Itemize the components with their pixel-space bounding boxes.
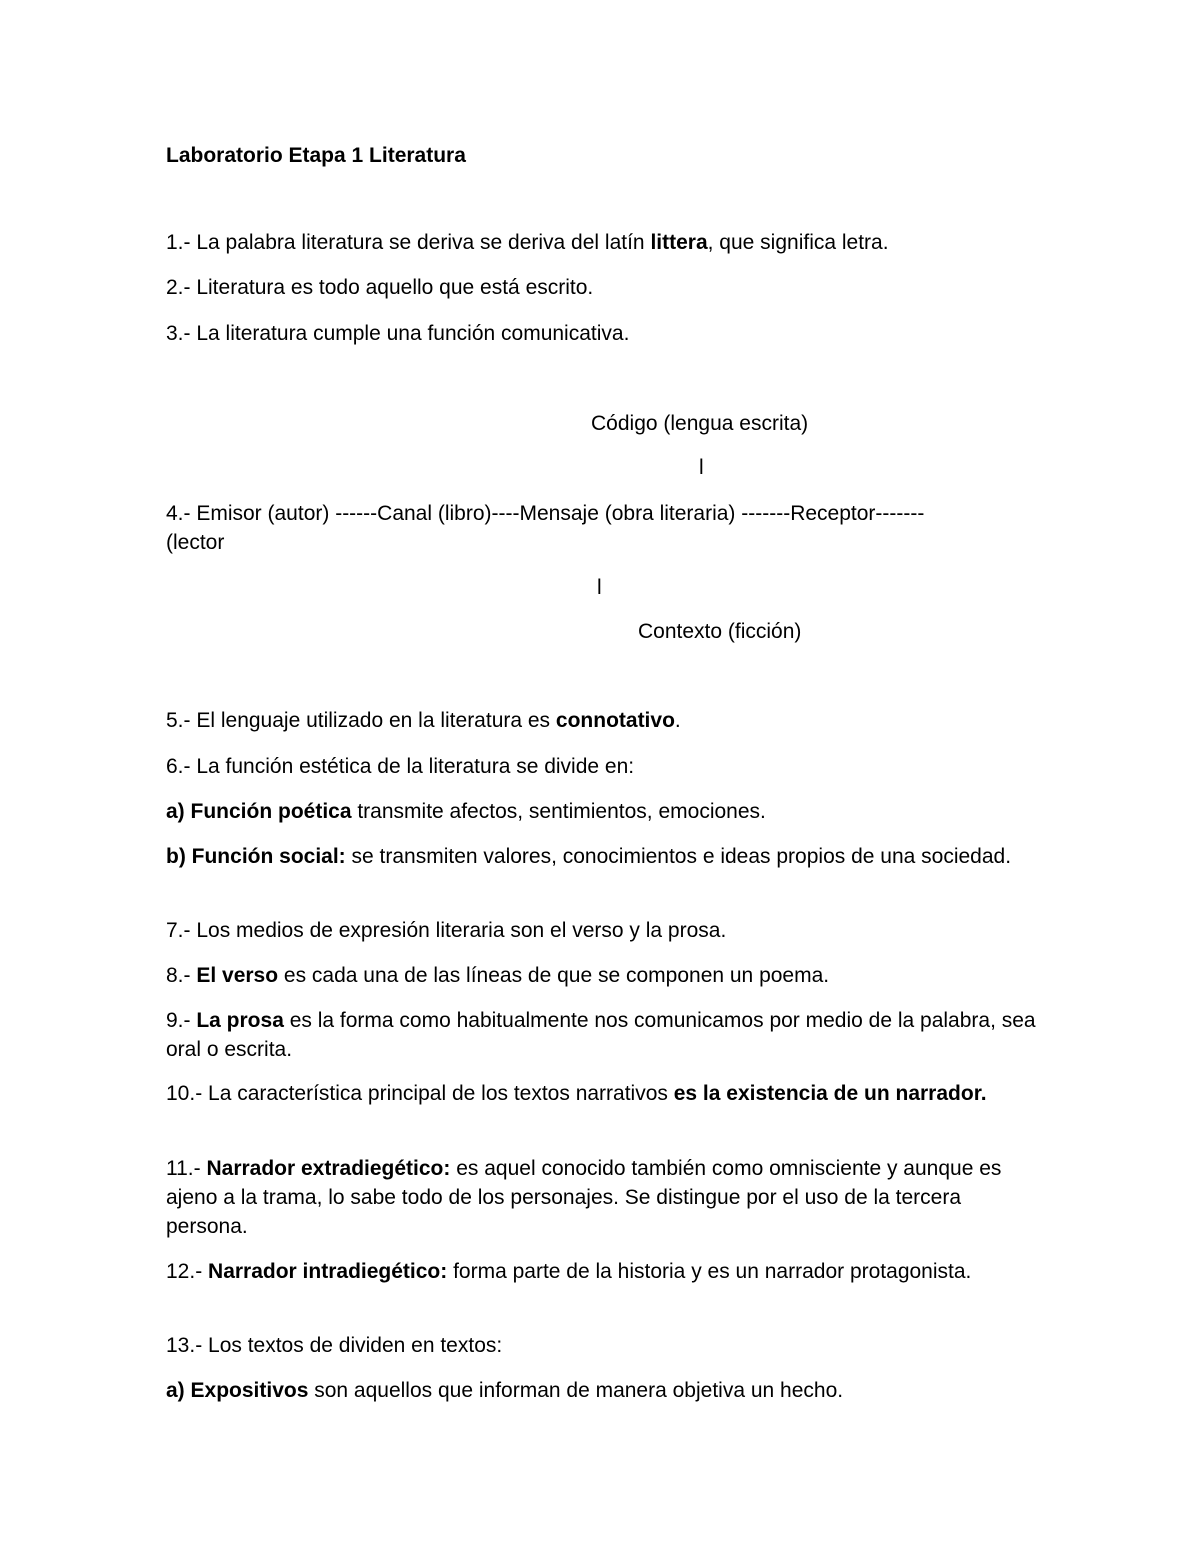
item-8-prefix: 8.- — [166, 964, 197, 987]
item-1-text: 1.- La palabra literatura se deriva se deriva del latín — [166, 231, 651, 254]
item-1-bold: littera — [650, 231, 708, 254]
item-13a-text: son aquellos que informan de manera objetiva un hecho. — [308, 1379, 844, 1402]
item-11-prefix: 11.- — [166, 1157, 207, 1180]
diagram-contexto: Contexto (ficción) — [638, 620, 802, 643]
item-11-bold: Narrador extradiegético: — [206, 1157, 451, 1180]
page-title: Laboratorio Etapa 1 Literatura — [166, 144, 466, 167]
item-6b — [166, 842, 1036, 871]
item-9-text: es la forma como habitualmente nos comunicamos por medio de la palabra, sea oral o escrita. — [166, 1009, 1036, 1061]
item-12-text: forma parte de la historia y es un narrador protagonista. — [447, 1260, 972, 1283]
item-6b-bold: b) Función social: — [166, 845, 346, 868]
item-13a-bold: a) Expositivos — [166, 1379, 309, 1402]
item-9-prefix: 9.- — [166, 1009, 197, 1032]
item-12-bold: Narrador intradiegético: — [208, 1260, 448, 1283]
item-8 — [166, 961, 829, 990]
diagram-codigo: Código (lengua escrita) — [591, 412, 809, 435]
item-13: 13.- Los textos de dividen en textos: — [166, 1334, 503, 1357]
item-4: 4.- Emisor (autor) ------Canal (libro)----Mensaje (obra literaria) -------Receptor------- — [166, 502, 925, 525]
item-4-continuation: (lector — [166, 531, 225, 554]
item-5-bold: connotativo — [555, 709, 675, 732]
item-10 — [166, 1079, 1036, 1108]
item-2: 2.- Literatura es todo aquello que está escrito. — [166, 276, 594, 299]
item-6: 6.- La función estética de la literatura se divide en: — [166, 755, 635, 778]
item-11-text: es aquel conocido también como omnisciente y aunque es ajeno a la trama, lo sabe todo de los personajes. Se distingue por el uso de la tercera persona. — [166, 1157, 1002, 1238]
item-1-suffix: , que significa letra. — [707, 231, 889, 254]
item-8-text: es cada una de las líneas de que se componen un poema. — [278, 964, 830, 987]
item-6a-text: transmite afectos, sentimientos, emociones. — [351, 800, 766, 823]
item-6a — [166, 797, 766, 826]
item-9 — [166, 1006, 1036, 1064]
item-9-bold: La prosa — [196, 1009, 284, 1032]
diagram-connector-bottom: l — [597, 576, 602, 599]
item-5 — [166, 706, 681, 735]
item-5-suffix: . — [674, 709, 681, 732]
diagram-connector-top: l — [699, 456, 704, 479]
item-6a-bold: a) Función poética — [166, 800, 352, 823]
item-1 — [166, 228, 889, 257]
item-10-text: 10.- La característica principal de los textos narrativos — [166, 1082, 674, 1105]
item-10-bold: es la existencia de un narrador. — [673, 1082, 987, 1105]
item-7: 7.- Los medios de expresión literaria son el verso y la prosa. — [166, 919, 727, 942]
item-13a — [166, 1376, 843, 1405]
item-11 — [166, 1154, 1036, 1241]
item-3: 3.- La literatura cumple una función comunicativa. — [166, 322, 630, 345]
item-6b-text: se transmiten valores, conocimientos e ideas propios de una sociedad. — [345, 845, 1012, 868]
item-12-prefix: 12.- — [166, 1260, 209, 1283]
item-5-text: 5.- El lenguaje utilizado en la literatura es — [166, 709, 556, 732]
item-12 — [166, 1257, 1036, 1286]
item-8-bold: El verso — [196, 964, 279, 987]
